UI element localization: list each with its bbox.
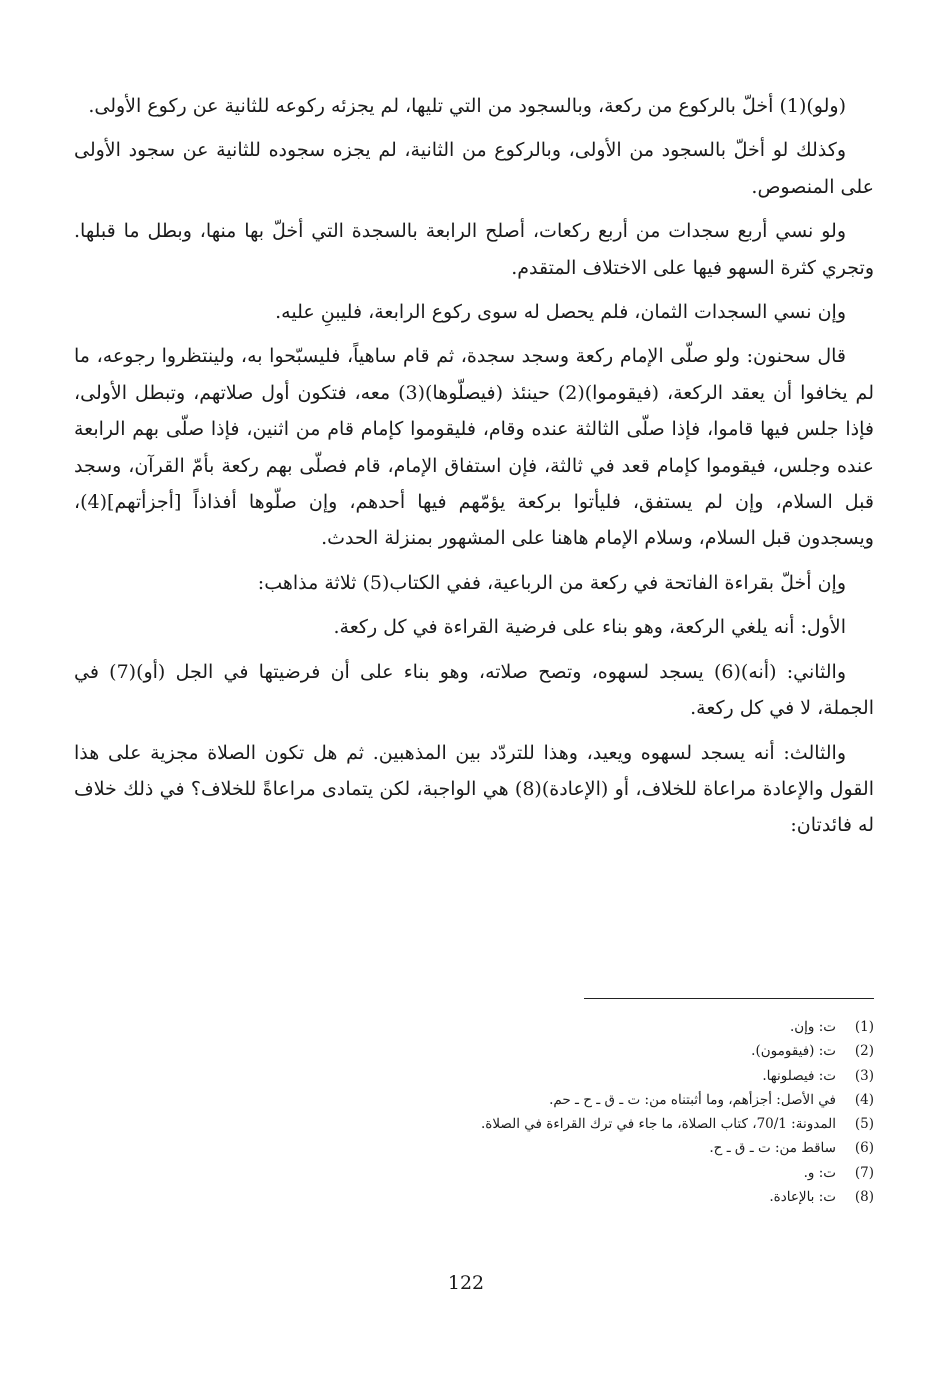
footnote-separator bbox=[584, 998, 874, 999]
paragraph-6: وإن أخلّ بقراءة الفاتحة في ركعة من الرباعية، ففي الكتاب(5) ثلاثة مذاهب: bbox=[257, 571, 846, 594]
paragraph-2: وكذلك لو أخلّ بالسجود من الأولى، وبالركوع من الثانية، لم يجزه سجوده للثانية عن سجود الأولى على المنصوص. bbox=[74, 139, 874, 198]
footnote-text: ت: وإن. bbox=[789, 1019, 836, 1035]
paragraph-4: وإن نسي السجدات الثمان، فلم يحصل له سوى ركوع الرابعة، فليبنِ عليه. bbox=[275, 301, 846, 324]
paragraph-7: الأول: أنه يلغي الركعة، وهو بناء على فرضية القراءة في كل ركعة. bbox=[333, 616, 846, 639]
footnotes bbox=[74, 1015, 874, 1209]
paragraph-5: قال سحنون: ولو صلّى الإمام ركعة وسجد سجدة، ثم قام ساهياً، فليسبّحوا به، ولينتظروا رجوعه، ما لم يخافوا أن يعقد الركعة، (فيقوموا)(2) حينئذ (فيصلّوها)(3) معه، فتكون أول صلاتهم، وتبطل الأولى، فإذا جلس فيها قاموا، فإذا صلّى الثالثة عنده وقام، فليقوموا كإمام قام من اثنين، فإذا صلّى بهم الرابعة عنده وجلس، فيقوموا كإمام قعد في ثالثة، فإن استفاق الإمام، قام فصلّى بهم ركعة بأمّ القرآن، وسجد قبل السلام، وإن لم يستفق، فليأتوا بركعة يؤمّهم فيها أحدهم، وإن صلّوها أفذاذاً [أجزأتهم](4)، ويسجدون قبل السلام، وسلام الإمام هاهنا على المشهور بمنزلة الحدث. bbox=[74, 345, 874, 550]
footnote-4 bbox=[74, 1088, 874, 1112]
page-number: 122 bbox=[447, 1272, 485, 1294]
footnote-text: المدونة: 70/1، كتاب الصلاة، ما جاء في ترك القراءة في الصلاة. bbox=[481, 1116, 836, 1133]
footnote-number: (5) bbox=[854, 1116, 874, 1133]
main-text bbox=[74, 88, 874, 852]
footnote-3 bbox=[74, 1064, 874, 1088]
footnote-number: (8) bbox=[854, 1189, 874, 1206]
footnote-text: في الأصل: أجزأهم، وما أثبتناه من: ت ـ ق ـ ح ـ حم. bbox=[549, 1091, 836, 1108]
footnote-number: (2) bbox=[854, 1043, 874, 1060]
footnote-text: ت: بالإعادة. bbox=[769, 1189, 836, 1206]
footnote-text: ت: (فيقومون). bbox=[751, 1043, 836, 1060]
paragraph-1: (ولو)(1) أخلّ بالركوع من ركعة، وبالسجود من التي تليها، لم يجزئه ركوعه للثانية عن ركوع الأولى. bbox=[88, 95, 846, 117]
footnote-8 bbox=[74, 1185, 874, 1209]
paragraph-8: والثاني: (أنه)(6) يسجد لسهوه، وتصح صلاته، وهو بناء على أن فرضيتها في الجل (أو)(7) في الجملة، لا في كل ركعة. bbox=[74, 660, 874, 720]
footnote-1 bbox=[74, 1015, 874, 1039]
footnote-7 bbox=[74, 1161, 874, 1185]
footnote-5 bbox=[74, 1112, 874, 1136]
footnote-number: (4) bbox=[854, 1091, 874, 1108]
footnote-2 bbox=[74, 1039, 874, 1063]
footnote-text: ساقط من: ت ـ ق ـ ح. bbox=[709, 1140, 836, 1157]
footnote-number: (3) bbox=[854, 1067, 874, 1084]
paragraph-9: والثالث: أنه يسجد لسهوه ويعيد، وهذا للتردّد بين المذهبين. ثم هل تكون الصلاة مجزية على هذا القول والإعادة مراعاة للخلاف، أو (الإعادة)(8) هي الواجبة، لكن يتمادى مراعاةً للخلاف؟ في ذلك خلاف له فائدتان: bbox=[74, 741, 874, 837]
footnote-number: (1) bbox=[854, 1019, 874, 1035]
footnote-number: (7) bbox=[854, 1164, 874, 1181]
footnote-text: ت: فيصلونها. bbox=[762, 1067, 836, 1084]
paragraph-3: ولو نسي أربع سجدات من أربع ركعات، أصلح الرابعة بالسجدة التي أخلّ بها منها، وبطل ما قبلها. وتجري كثرة السهو فيها على الاختلاف المتقدم. bbox=[74, 220, 874, 279]
footnote-number: (6) bbox=[854, 1140, 874, 1157]
footnote-6 bbox=[74, 1136, 874, 1160]
footnote-text: ت: و. bbox=[803, 1164, 836, 1181]
